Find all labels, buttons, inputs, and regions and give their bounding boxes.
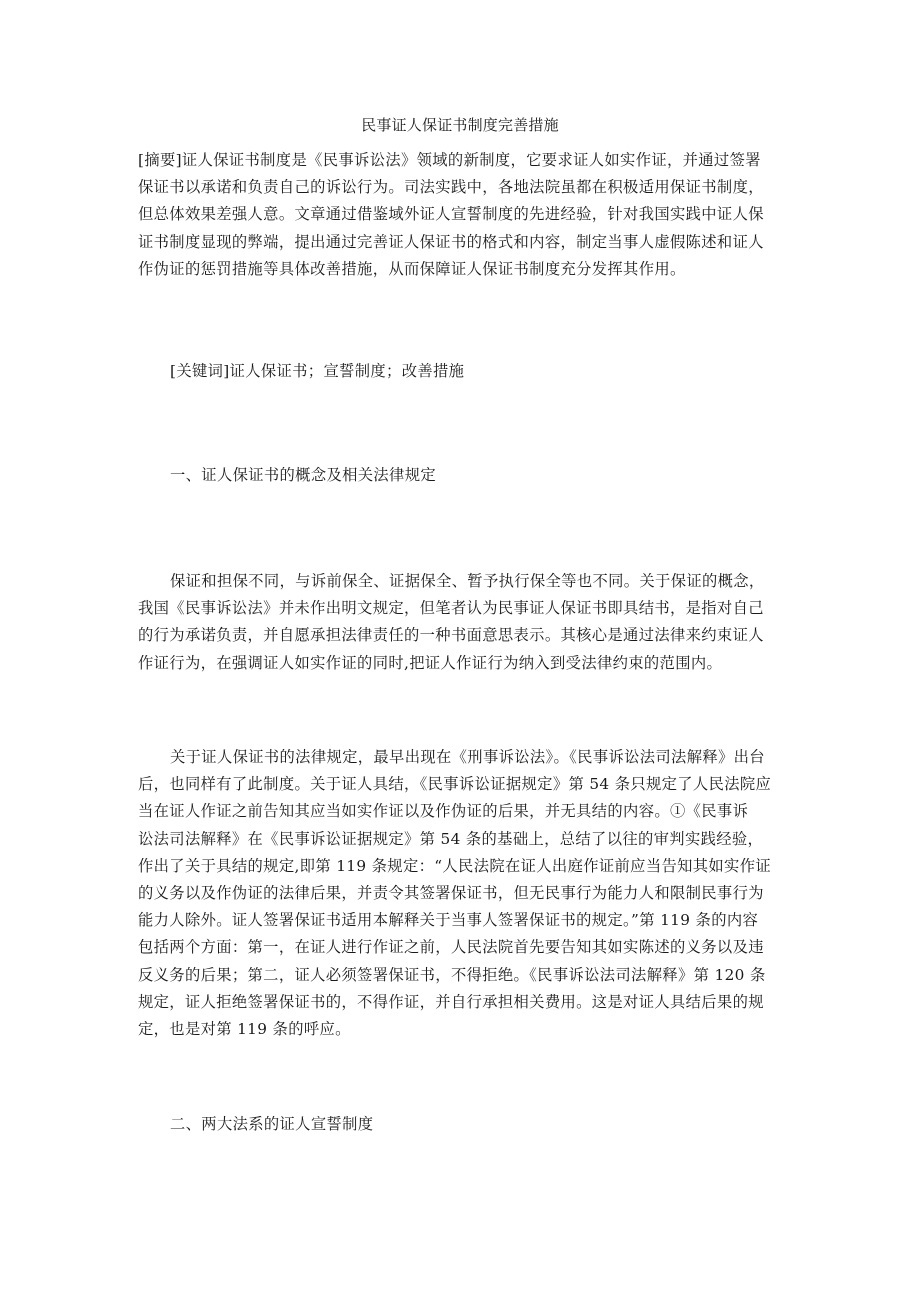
paragraph-line: 规定，证人拒绝签署保证书的，不得作证，并自行承担相关费用。这是对证人具结后果的规 (138, 992, 764, 1011)
document-title: 民事证人保证书制度完善措施 (361, 116, 559, 134)
paragraph-line: 作证行为，在强调证人如实作证的同时,把证人作证行为纳入到受法律约束的范围内。 (138, 653, 723, 672)
section-heading-1: 一、证人保证书的概念及相关法律规定 (170, 466, 436, 484)
keywords-line: [关键词]证人保证书；宣誓制度；改善措施 (170, 362, 465, 380)
section-heading-2: 二、两大法系的证人宣誓制度 (170, 1115, 374, 1133)
paragraph-line: 的义务以及作伪证的法律后果，并责令其签署保证书，但无民事行为能力人和限制民事行为 (138, 883, 764, 902)
paragraph-line: 的行为承诺负责，并自愿承担法律责任的一种书面意思表示。其核心是通过法律来约束证人 (138, 626, 764, 645)
paragraph-line: 包括两个方面：第一，在证人进行作证之前，人民法院首先要告知其如实陈述的义务以及违 (138, 938, 764, 957)
paragraph-line: 后，也同样有了此制度。关于证人具结，《民事诉讼证据规定》第 54 条只规定了人民法院应 (138, 775, 772, 794)
paragraph-line: 当在证人作证之前告知其应当如实作证以及作伪证的后果，并无具结的内容。①《民事诉 (138, 802, 749, 821)
section1-paragraph-1 (138, 568, 798, 677)
paragraph-line: 反义务的后果；第二，证人必须签署保证书，不得拒绝。《民事诉讼法司法解释》第 120 条 (138, 965, 766, 984)
paragraph-line: 作出了关于具结的规定,即第 119 条规定：“人民法院在证人出庭作证前应当告知其如实作证 (138, 856, 771, 875)
paragraph-line: 保证和担保不同，与诉前保全、证据保全、暂予执行保全等也不同。关于保证的概念， (170, 572, 765, 590)
abstract-line: 作伪证的惩罚措施等具体改善措施，从而保障证人保证书制度充分发挥其作用。 (138, 259, 686, 278)
paragraph-line: 能力人除外。证人签署保证书适用本解释关于当事人签署保证书的规定。”第 119 条的内容 (138, 911, 759, 930)
abstract-paragraph (138, 147, 798, 283)
section1-paragraph-2 (138, 744, 798, 1043)
abstract-line: 保证书以承诺和负责自己的诉讼行为。司法实践中，各地法院虽都在积极适用保证书制度， (138, 178, 764, 197)
paragraph-line: 关于证人保证书的法律规定，最早出现在《刑事诉讼法》。《民事诉讼法司法解释》出台 (170, 748, 765, 766)
abstract-line: 但总体效果差强人意。文章通过借鉴域外证人宣誓制度的先进经验，针对我国实践中证人保 (138, 205, 764, 224)
abstract-line: 证书制度显现的弊端，提出通过完善证人保证书的格式和内容，制定当事人虚假陈述和证人 (138, 232, 764, 251)
paragraph-line: 讼法司法解释》在《民事诉讼证据规定》第 54 条的基础上，总结了以往的审判实践经验， (138, 829, 764, 848)
paragraph-line: 我国《民事诉讼法》并未作出明文规定，但笔者认为民事证人保证书即具结书，是指对自己 (138, 599, 764, 618)
abstract-line: [摘要]证人保证书制度是《民事诉讼法》领域的新制度，它要求证人如实作证，并通过签署 (138, 151, 761, 169)
paragraph-line: 定，也是对第 119 条的呼应。 (138, 1019, 351, 1038)
